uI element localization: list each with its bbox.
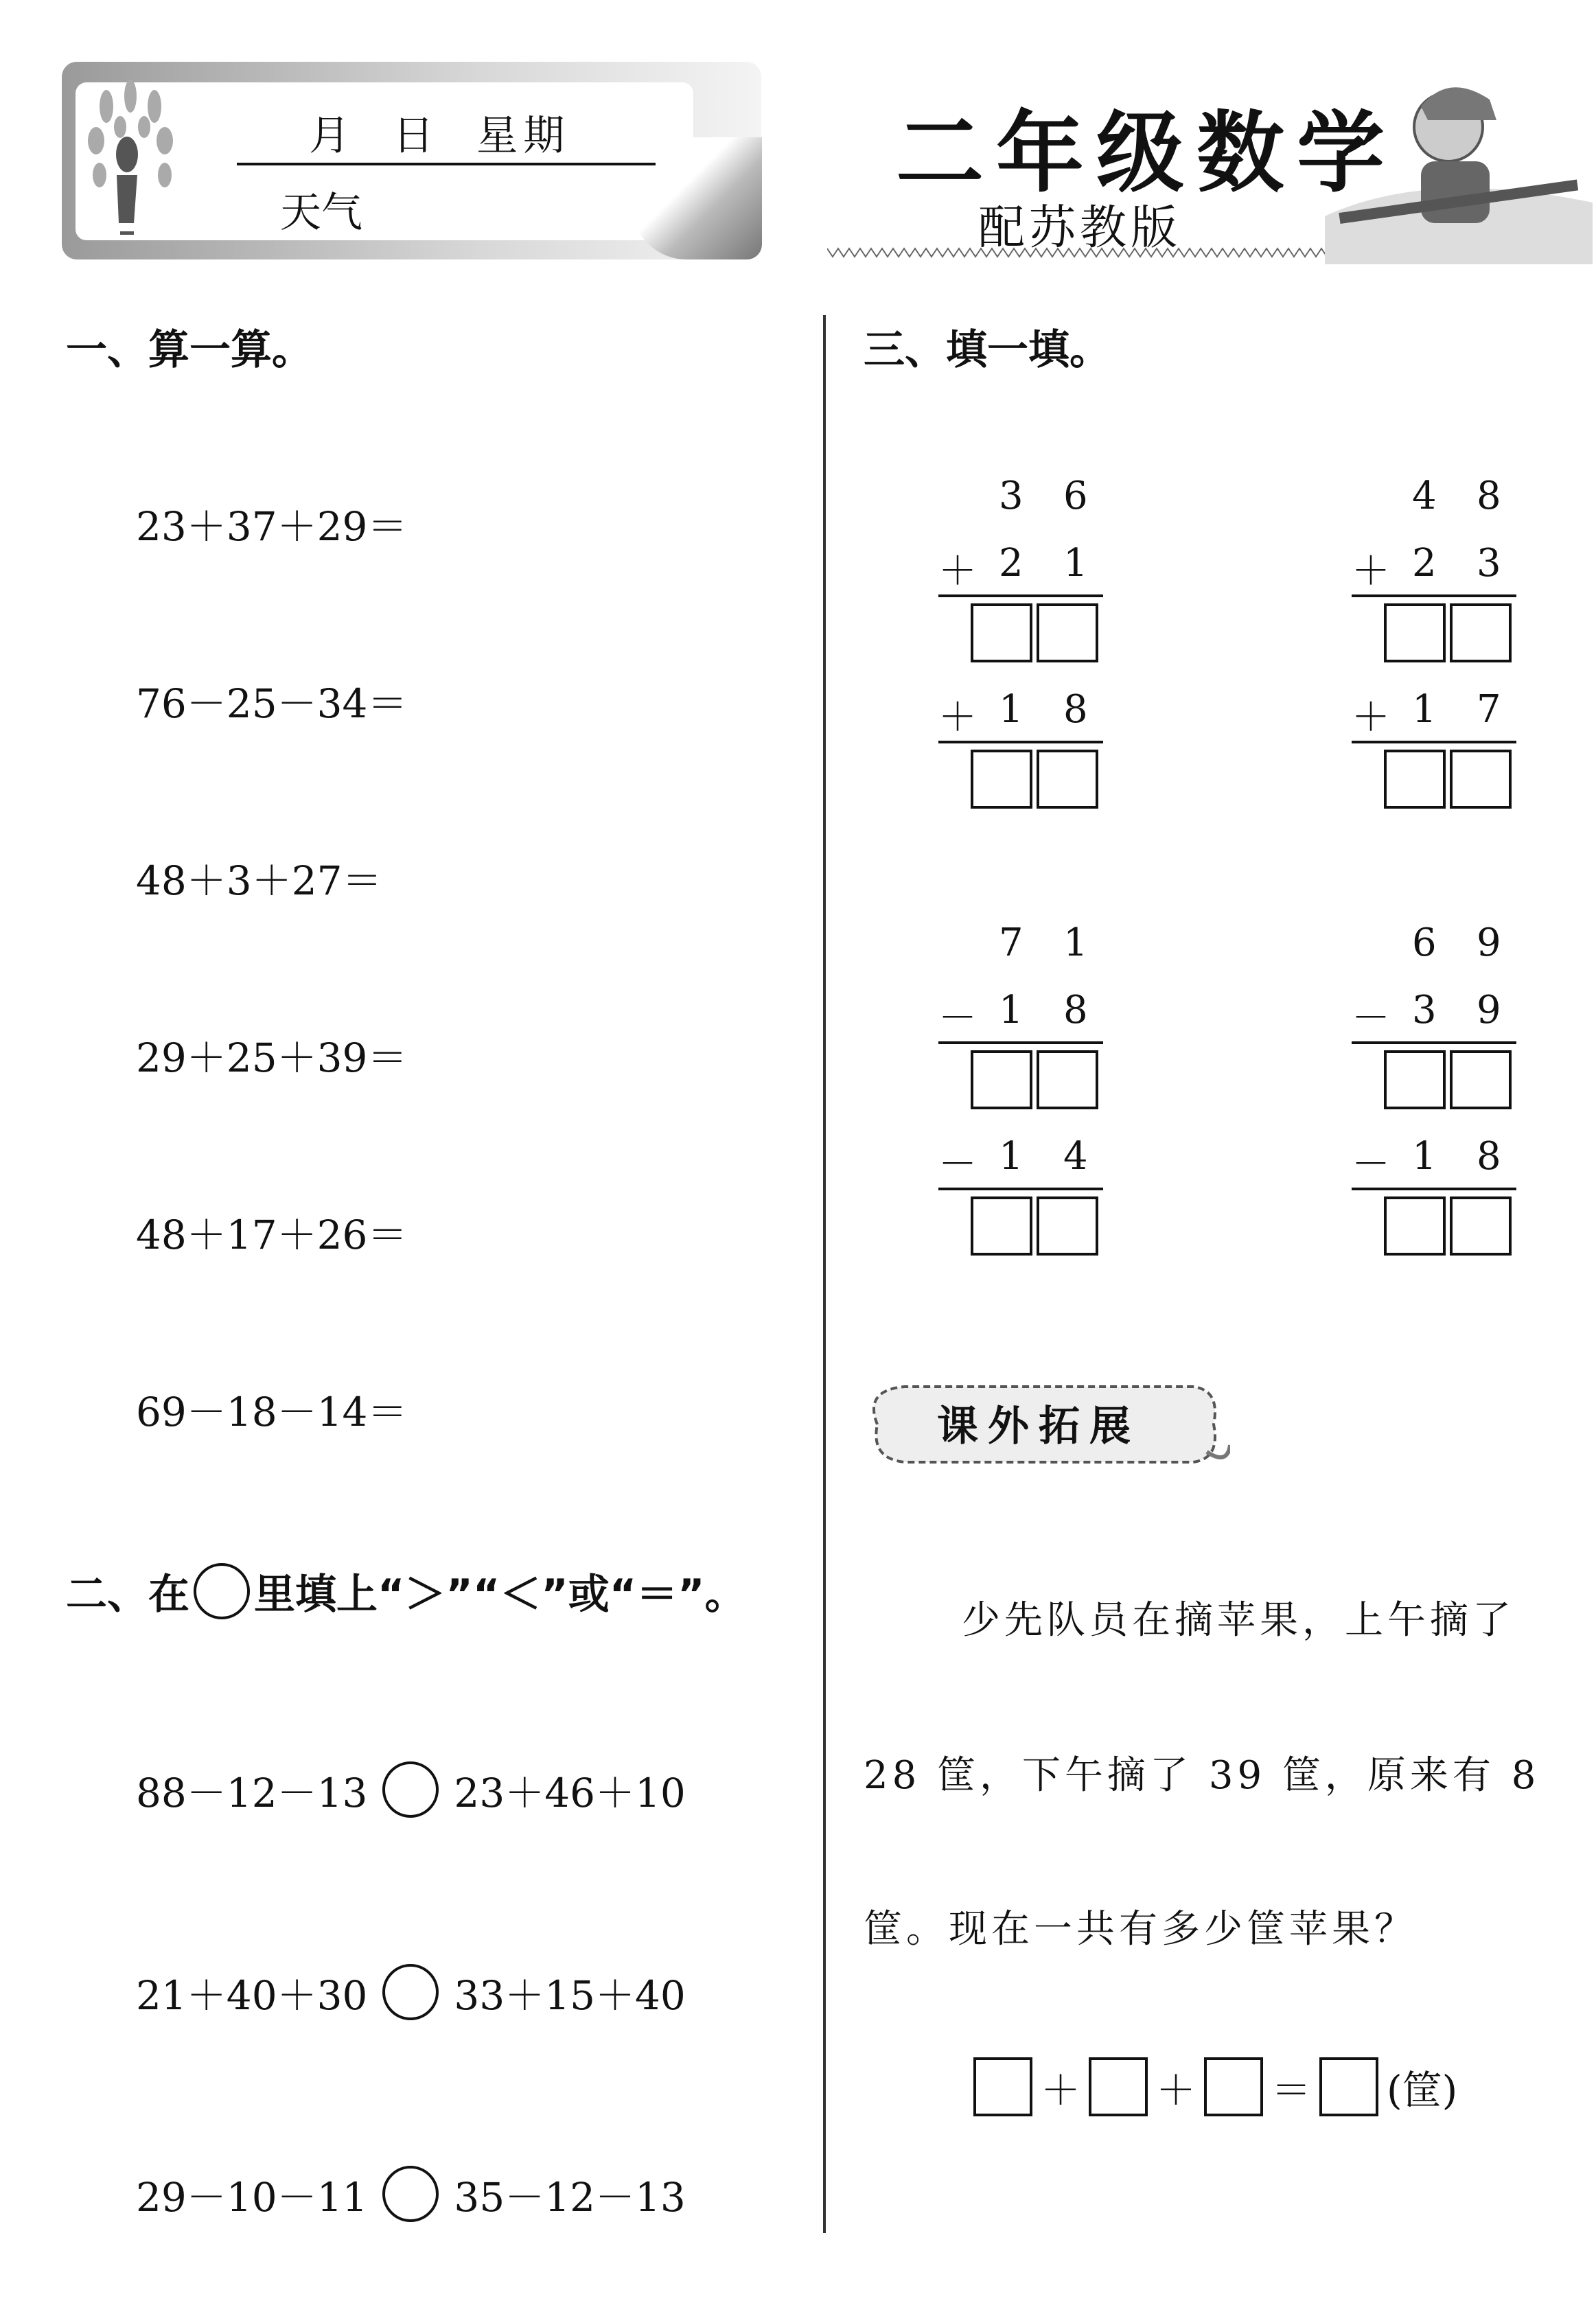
answer-box[interactable]: [1037, 1050, 1098, 1109]
operator: －: [1352, 996, 1390, 1041]
digit: 3: [999, 474, 1023, 518]
compare-right: 23＋46＋10: [454, 1770, 686, 1816]
digit: 8: [1477, 474, 1501, 518]
calc-item[interactable]: 48＋3＋27＝: [136, 857, 382, 904]
circle-icon: [194, 1563, 250, 1619]
digit: 1: [999, 1134, 1023, 1179]
answer-box[interactable]: [1037, 603, 1098, 662]
answer-box[interactable]: [1450, 603, 1512, 662]
digit: 2: [1412, 541, 1437, 586]
answer-box[interactable]: [1384, 750, 1446, 809]
calc-line: [938, 741, 1103, 743]
calc-item[interactable]: 48＋17＋26＝: [136, 1212, 408, 1258]
answer-equation: [973, 2057, 1457, 2116]
vertical-calc-block: [1352, 474, 1516, 796]
digit: 1: [999, 687, 1023, 732]
digit: 1: [1063, 921, 1088, 965]
answer-box[interactable]: [1089, 2057, 1148, 2116]
date-label: 月 日 星期: [309, 112, 570, 160]
digit: 6: [1412, 921, 1437, 965]
compare-row: [136, 2165, 686, 2223]
page-curl-decoration: [632, 137, 762, 259]
digit: 7: [1477, 687, 1501, 732]
tree-logo-icon: [79, 79, 223, 244]
digit: 4: [1063, 1134, 1088, 1179]
answer-box[interactable]: [1384, 1196, 1446, 1256]
operator: ＋: [938, 549, 977, 594]
operator: －: [1352, 1142, 1390, 1187]
section2-heading-post: 里填上“＞”“＜”或“＝”。: [254, 1571, 746, 1619]
digit: 8: [1063, 687, 1088, 732]
calc-item[interactable]: 29＋25＋39＝: [136, 1034, 408, 1081]
equals-sign: ＝: [1271, 2067, 1312, 2114]
plus-sign: ＋: [1156, 2067, 1196, 2114]
extension-badge-label: 课外拓展: [937, 1402, 1140, 1450]
unit-label: (筐): [1387, 2067, 1458, 2114]
digit: 9: [1477, 988, 1501, 1032]
calc-item[interactable]: 69－18－14＝: [136, 1389, 408, 1435]
vertical-calc-block: [1352, 921, 1516, 1243]
compare-right: 33＋15＋40: [454, 1972, 686, 2019]
digit: 9: [1477, 921, 1501, 965]
operator: ＋: [938, 695, 977, 740]
answer-box[interactable]: [1204, 2057, 1263, 2116]
compare-left: 21＋40＋30: [136, 1972, 368, 2019]
digit: 1: [1412, 687, 1437, 732]
compare-row: [136, 1963, 686, 2021]
vertical-calc-block: [938, 921, 1103, 1243]
answer-box[interactable]: [971, 750, 1032, 809]
section3-heading: 三、填一填。: [864, 326, 1111, 374]
compare-circle-input[interactable]: [382, 1964, 439, 2020]
answer-box[interactable]: [971, 1050, 1032, 1109]
digit: 7: [999, 921, 1023, 965]
problem-line-2: 28 筐，下午摘了 39 筐，原来有 8: [864, 1753, 1540, 1798]
answer-box[interactable]: [1319, 2057, 1378, 2116]
calc-item[interactable]: 23＋37＋29＝: [136, 503, 408, 550]
digit: 1: [999, 988, 1023, 1032]
section1-heading: 一、算一算。: [66, 326, 313, 374]
digit: 3: [1477, 541, 1501, 586]
calc-line: [1352, 594, 1516, 597]
operator: －: [938, 1142, 977, 1187]
calc-item[interactable]: 76－25－34＝: [136, 680, 408, 727]
answer-box[interactable]: [1037, 750, 1098, 809]
problem-line-3: 筐。现在一共有多少筐苹果？: [864, 1907, 1417, 1952]
section2-heading-pre: 二、在: [66, 1571, 189, 1619]
digit: 2: [999, 541, 1023, 586]
vertical-calc-block: [938, 474, 1103, 796]
problem-line-1: 少先队员在摘苹果，上午摘了: [962, 1598, 1515, 1643]
calc-line: [1352, 1188, 1516, 1190]
column-divider: [823, 315, 826, 2233]
page-title: 二年级数学: [896, 102, 1398, 205]
digit: 8: [1063, 988, 1088, 1032]
compare-right: 35－12－13: [454, 2174, 686, 2221]
answer-box[interactable]: [1450, 1196, 1512, 1256]
compare-circle-input[interactable]: [382, 1761, 439, 1818]
edition-label: 配苏教版: [978, 201, 1182, 255]
weather-label: 天气: [280, 189, 362, 237]
answer-box[interactable]: [1384, 1050, 1446, 1109]
digit: 1: [1412, 1134, 1437, 1179]
operator: ＋: [1352, 549, 1390, 594]
operator: －: [938, 996, 977, 1041]
digit: 6: [1063, 474, 1088, 518]
answer-box[interactable]: [973, 2057, 1032, 2116]
sledding-child-illustration: [1325, 65, 1593, 264]
date-underline: [237, 163, 656, 165]
answer-box[interactable]: [1450, 750, 1512, 809]
digit: 4: [1412, 474, 1437, 518]
calc-line: [938, 1041, 1103, 1044]
answer-box[interactable]: [971, 603, 1032, 662]
digit: 1: [1063, 541, 1088, 586]
digit: 8: [1477, 1134, 1501, 1179]
operator: ＋: [1352, 695, 1390, 740]
calc-line: [938, 594, 1103, 597]
plus-sign: ＋: [1041, 2067, 1081, 2114]
answer-box[interactable]: [971, 1196, 1032, 1256]
answer-box[interactable]: [1384, 603, 1446, 662]
digit: 3: [1412, 988, 1437, 1032]
answer-box[interactable]: [1450, 1050, 1512, 1109]
compare-circle-input[interactable]: [382, 2166, 439, 2222]
compare-row: [136, 1761, 686, 1818]
calc-line: [938, 1188, 1103, 1190]
compare-left: 88－12－13: [136, 1770, 368, 1816]
answer-box[interactable]: [1037, 1196, 1098, 1256]
compare-left: 29－10－11: [136, 2174, 368, 2221]
calc-line: [1352, 741, 1516, 743]
section2-heading: [66, 1562, 746, 1621]
calc-line: [1352, 1041, 1516, 1044]
